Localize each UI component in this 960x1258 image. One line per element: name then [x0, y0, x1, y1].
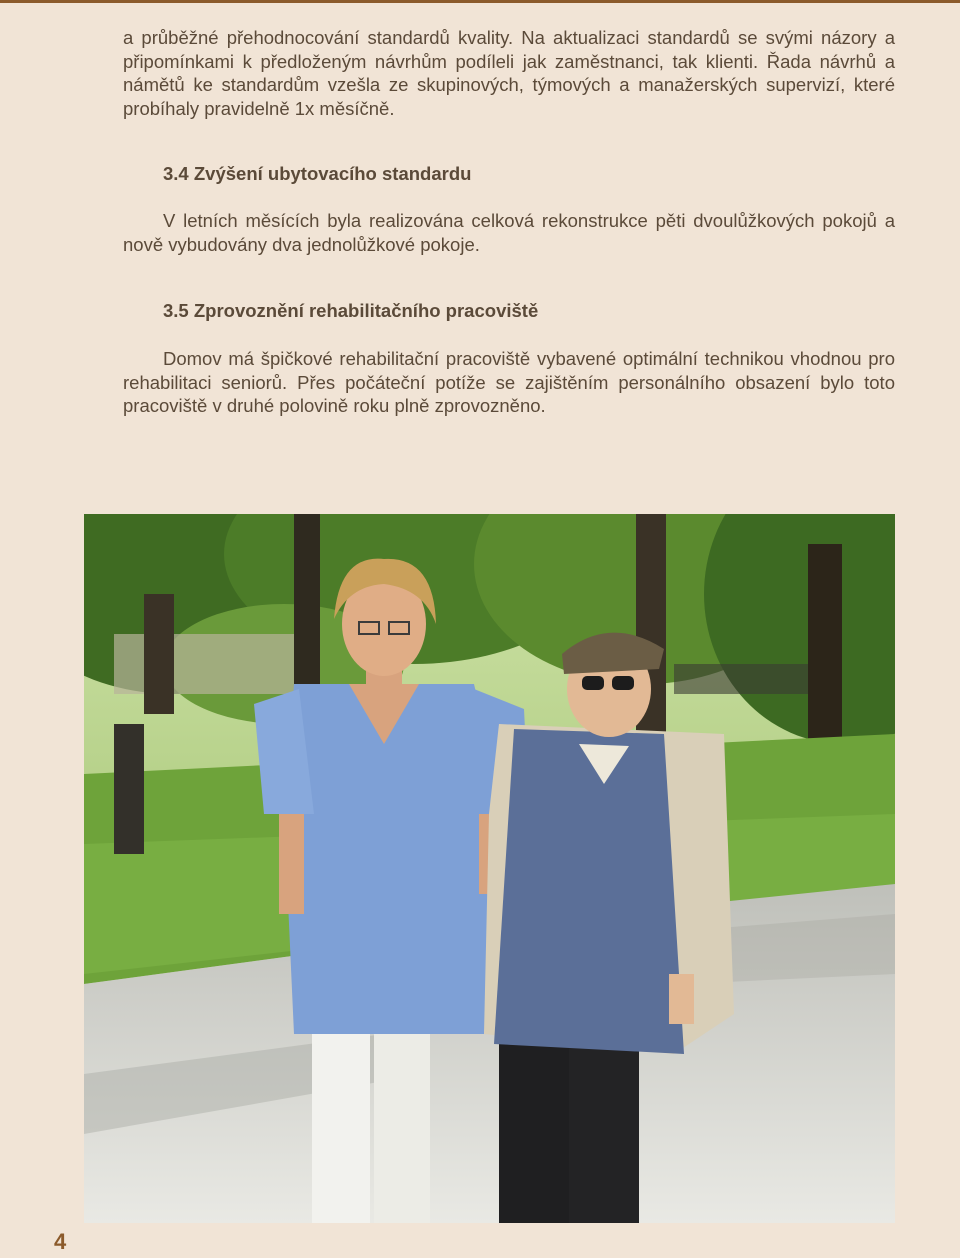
- photo-caregiver-and-senior-walking: [84, 514, 895, 1223]
- intro-block: [123, 26, 895, 120]
- section-heading-3-5: 3.5 Zprovoznění rehabilitačního pracoviště: [163, 300, 539, 321]
- section-3-4-block: [123, 209, 895, 256]
- photo-illustration: [84, 514, 895, 1223]
- intro-paragraph: a průběžné přehodnocování standardů kvality. Na aktualizaci standardů se svými názory a připomínkami k předloženým návrhům podíleli jak zaměstnanci, tak klienti. Řada návrhů a námětů ke standardům vzešla ze skupinových, týmových a manažerských supervizí, které probíhaly pravidelně 1x měsíčně.: [123, 27, 895, 119]
- section-3-5-block: [123, 347, 895, 418]
- section-heading-3-4: 3.4 Zvýšení ubytovacího standardu: [163, 163, 472, 184]
- page-number: 4: [54, 1229, 67, 1254]
- section-3-4-paragraph: V letních měsících byla realizována celková rekonstrukce pěti dvoulůžkových pokojů a nově vybudovány dva jednolůžkové pokoje.: [123, 210, 895, 255]
- section-3-5-paragraph: Domov má špičkové rehabilitační pracoviště vybavené optimální technikou vhodnou pro rehabilitaci seniorů. Přes počáteční potíže se zajištěním personálního obsazení bylo toto pracoviště v druhé polovině roku plně zprovozněno.: [123, 348, 895, 416]
- top-rule: [0, 0, 960, 3]
